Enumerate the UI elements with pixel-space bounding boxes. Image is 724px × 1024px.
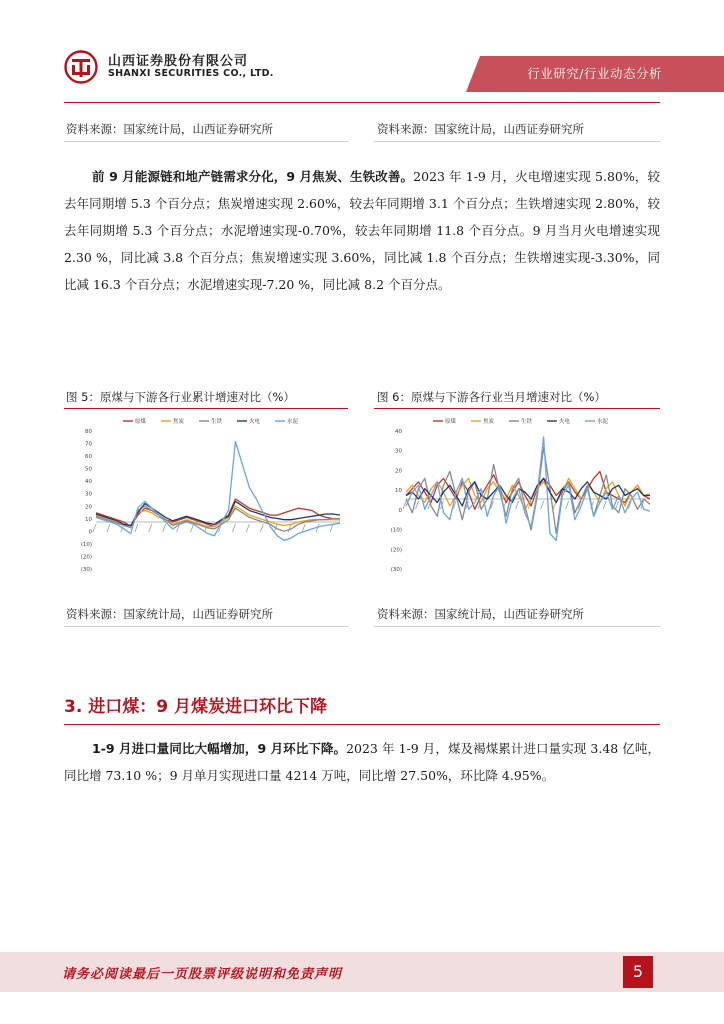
figure-6-rule [374,408,660,409]
x-tick-mark [232,524,235,532]
company-name-cn: 山西证券股份有限公司 [108,54,249,69]
y-tick-label: 10 [395,488,402,495]
x-tick-mark [403,501,406,509]
x-tick-mark [149,524,152,532]
paragraph-body: 2023 年 1-9 月，煤及褐煤累计进口量实现 3.48 亿吨，同比增 73.10 %；9 月单月实现进口量 4214 万吨，同比增 27.50%，环比降 4.95%。 [64,741,660,783]
legend-label: 生铁 [211,419,223,425]
y-tick-label: (20) [80,554,92,561]
figure-6-title: 图 6：原煤与下游各行业当月增速对比（%） [377,390,606,404]
company-name-en: SHANXI SECURITIES CO., LTD. [108,68,274,79]
figure-5-title: 图 5：原煤与下游各行业累计增速对比（%） [66,390,295,404]
x-tick-mark [191,524,194,532]
y-tick-label: 70 [85,441,92,448]
source-note-left: 资料来源：国家统计局，山西证券研究所 [66,122,273,136]
y-tick-label: 20 [395,468,402,475]
legend-label: 原煤 [135,419,147,425]
divider [374,626,660,627]
y-tick-label: 50 [85,466,92,473]
legend-label: 火电 [249,419,261,425]
y-tick-label: 0 [398,507,402,514]
section-3-rule [64,724,660,725]
series-line-4 [96,442,340,541]
figure-5-source: 资料来源：国家统计局，山西证券研究所 [66,607,273,621]
paragraph-import-coal [64,735,660,789]
y-tick-label: 0 [88,529,92,536]
y-tick-label: 60 [85,454,92,461]
y-tick-label: (30) [390,567,402,573]
section-3-title: 3. 进口煤：9 月煤炭进口环比下降 [64,697,327,717]
x-tick-mark [135,524,138,532]
x-tick-mark [163,524,166,532]
y-tick-label: 10 [85,516,92,523]
x-tick-mark [260,524,263,532]
x-tick-mark [516,501,519,509]
x-tick-mark [93,524,96,532]
legend-label: 焦炭 [173,419,185,425]
y-tick-label: 80 [85,429,92,435]
x-tick-mark [566,501,569,509]
divider [64,626,348,627]
x-tick-mark [246,524,249,532]
figure-5-line-chart [70,412,346,598]
x-tick-mark [416,501,419,509]
source-note-right: 资料来源：国家统计局，山西证券研究所 [377,122,584,136]
y-tick-label: (20) [390,547,402,554]
legend-label: 焦炭 [483,419,495,425]
paragraph-lead: 1-9 月进口量同比大幅增加，9 月环比下降。 [92,741,347,756]
figure-5-rule [64,408,348,409]
figure-6-source: 资料来源：国家统计局，山西证券研究所 [377,607,584,621]
figure-6-line-chart [380,412,656,598]
divider [374,141,660,142]
paragraph-energy-chain [64,163,660,298]
paragraph-lead: 前 9 月能源链和地产链需求分化，9 月焦炭、生铁改善。 [92,169,414,184]
legend-label: 火电 [559,419,571,425]
header-divider [64,102,660,103]
y-tick-label: 30 [395,448,402,455]
x-tick-mark [603,501,606,509]
report-type-label: 行业研究/行业动态分析 [527,66,662,81]
y-tick-label: (30) [80,567,92,573]
page-number: 5 [623,956,653,988]
divider [64,141,348,142]
y-tick-label: (10) [390,527,402,534]
x-tick-mark [107,524,110,532]
legend-label: 水泥 [597,419,609,425]
y-tick-label: 30 [85,491,92,498]
legend-label: 生铁 [521,419,533,425]
footer-disclaimer: 请务必阅读最后一页股票评级说明和免责声明 [62,967,343,982]
y-tick-label: 40 [395,429,402,435]
x-tick-mark [541,501,544,509]
y-tick-label: (10) [80,541,92,548]
y-tick-label: 20 [85,504,92,511]
legend-label: 原煤 [445,419,457,425]
page-header [0,0,724,110]
y-tick-label: 40 [85,479,92,486]
paragraph-body: 2023 年 1-9 月，火电增速实现 5.80%，较去年同期增 5.3 个百分点；焦炭增速实现 2.60%，较去年同期增 3.1 个百分点；生铁增速实现 2.80%，较去年同期增 5.3 个百分点；水泥增速实现-0.70%，较去年同期增 11.8 个百分点。9 月当月火电增速实现 2.30 %，同比减 3.8 个百分点；焦炭增速实现 3.60%，同比减 1.8 个百分点；生铁增速实现-3.30%，同比减 16.3 个百分点；水泥增速实现-7.20 %，同比减 8.2 个百分点。 [64,169,660,292]
legend-label: 水泥 [287,419,299,425]
